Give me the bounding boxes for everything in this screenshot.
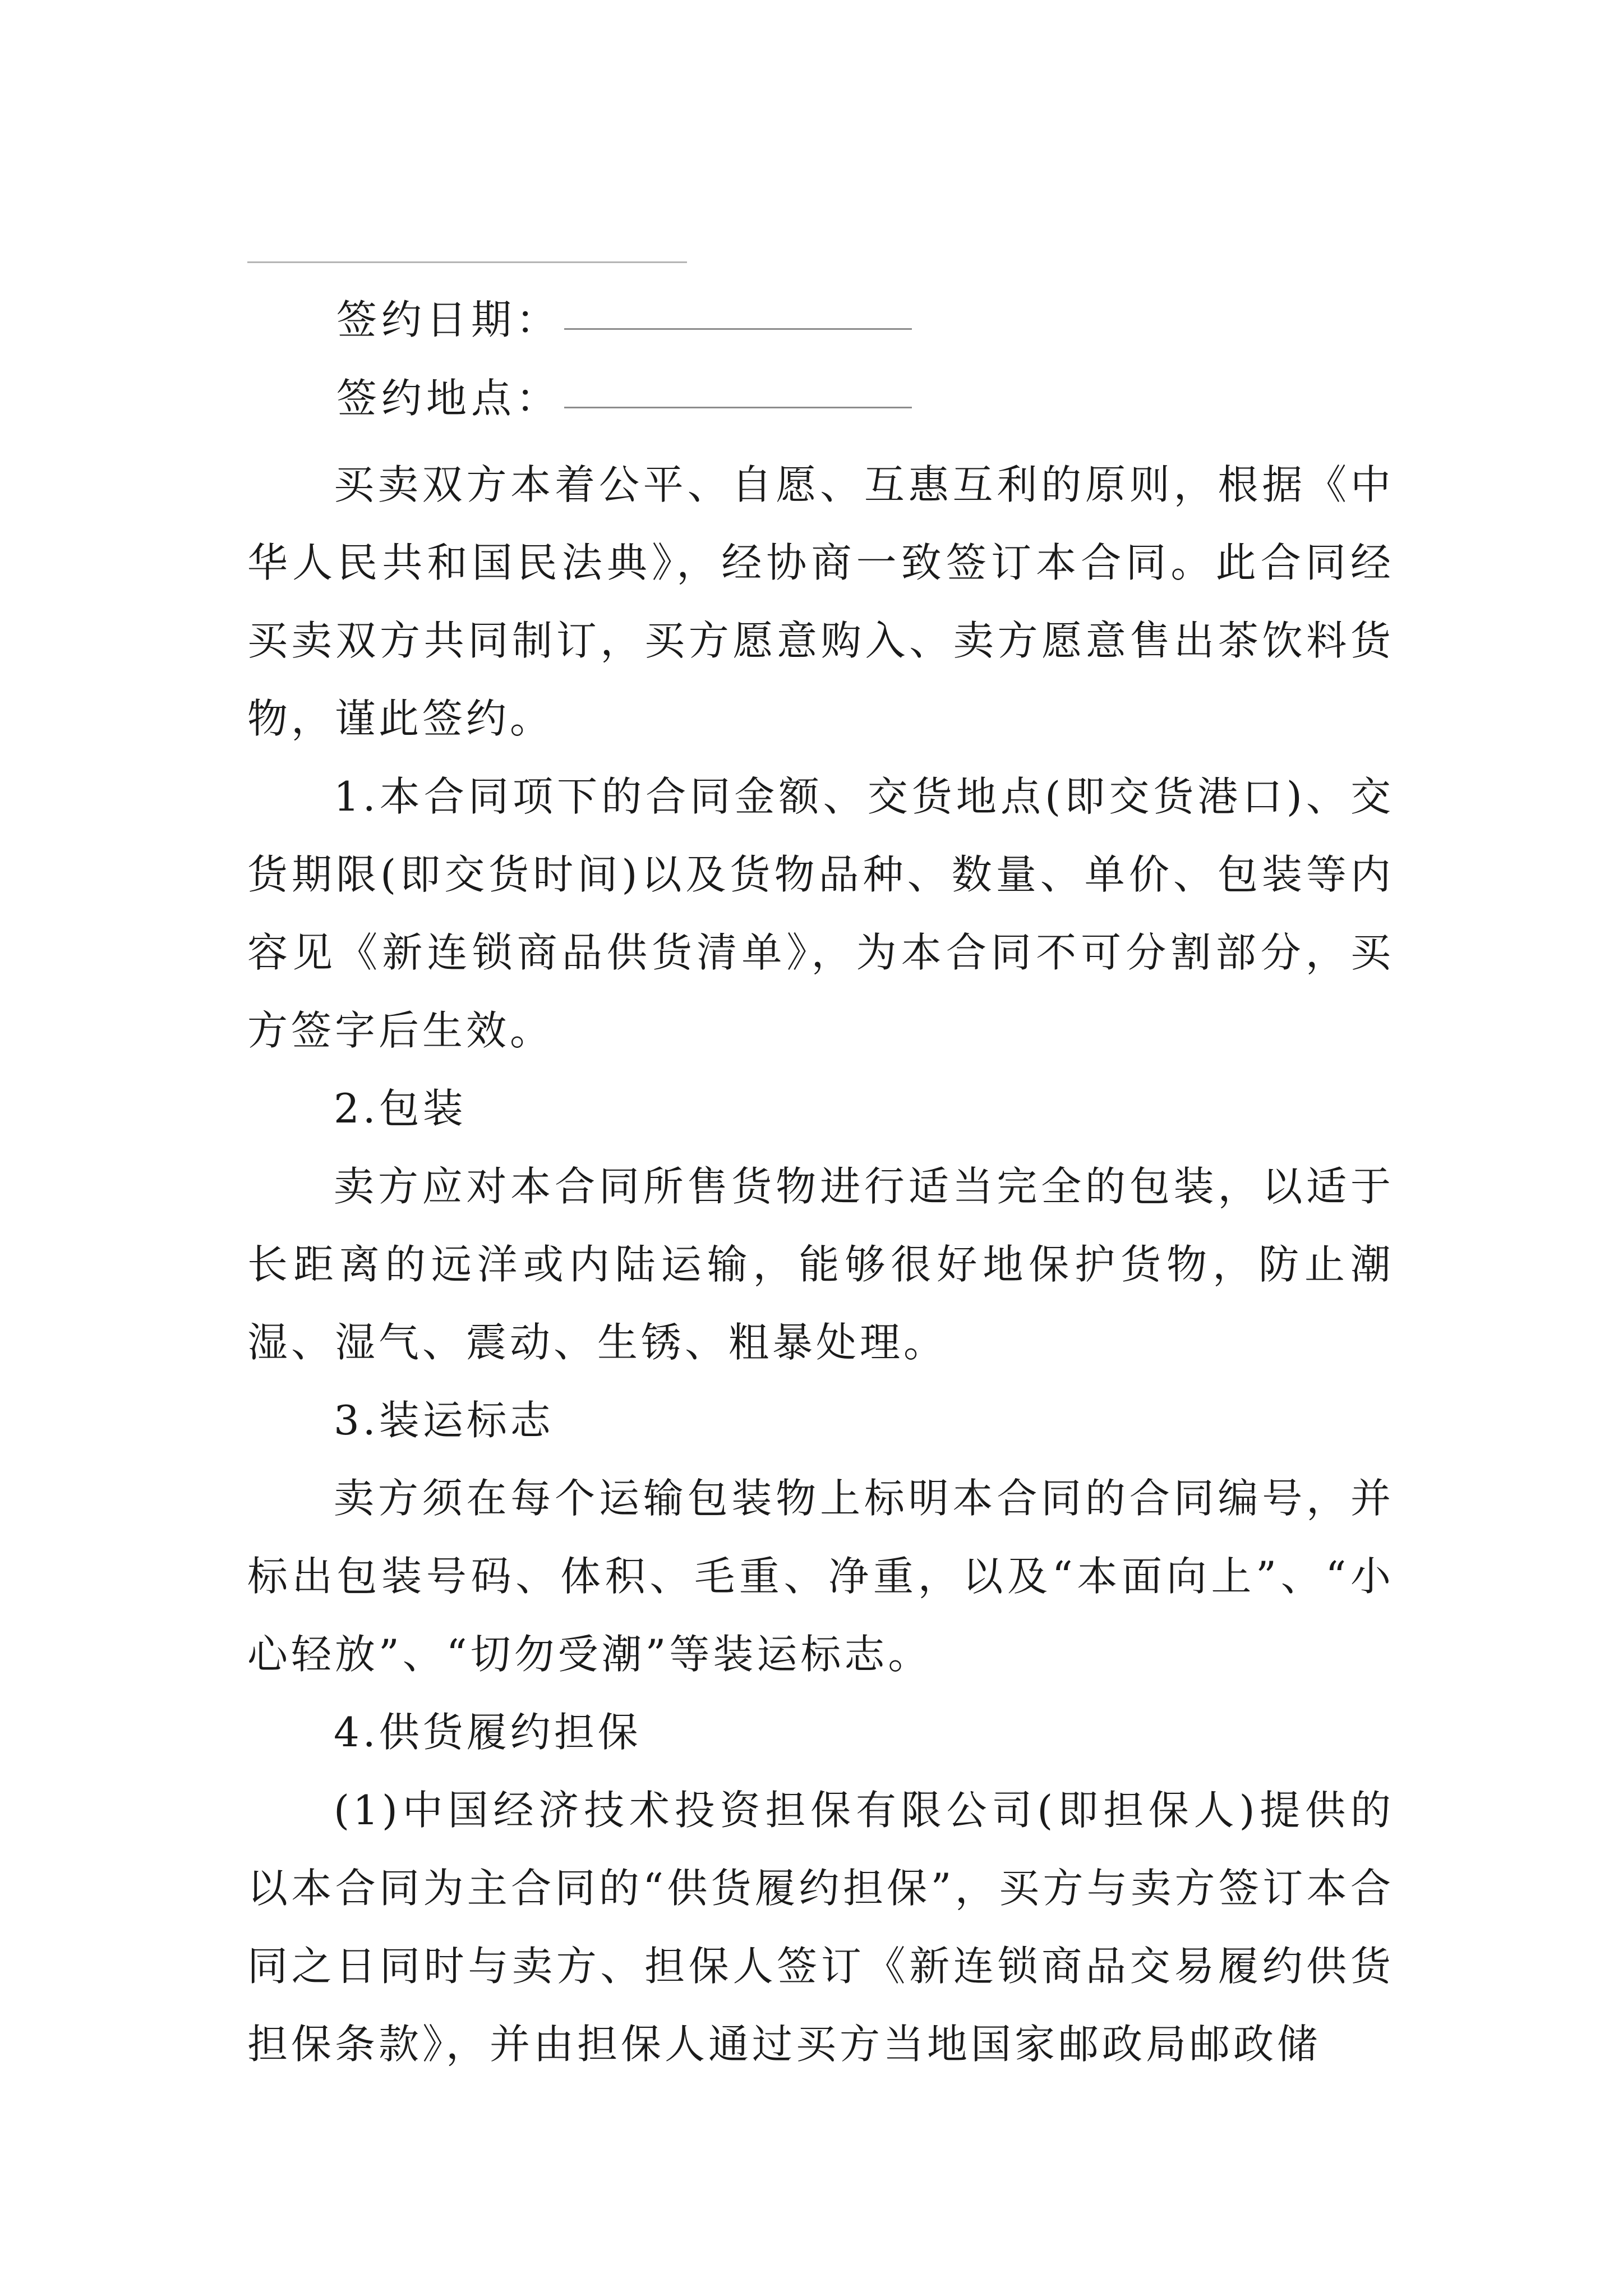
heading-performance-guarantee: 4.供货履约担保 (334, 1709, 642, 1756)
sign-place-field (336, 367, 912, 429)
paragraph-preamble: 买卖双方本着公平、自愿、互惠互利的原则，根据《中华人民共和国民法典》，经协商一致签订本合同。此合同经买卖双方共同制订，买方愿意购入、卖方愿意售出茶饮料货物，谨此签约。 (247, 461, 1394, 742)
sign-date-label: 签约日期： (336, 296, 561, 343)
contract-body (247, 446, 1394, 2083)
sign-place-blank (564, 367, 912, 408)
sign-place-label: 签约地点： (336, 375, 561, 422)
heading-packaging: 2.包装 (334, 1085, 467, 1132)
top-divider-line (247, 261, 687, 263)
paragraph-guarantee-1: (1)中国经济技术投资担保有限公司(即担保人)提供的以本合同为主合同的“供货履约担保”，买方与卖方签订本合同之日同时与卖方、担保人签订《新连锁商品交易履约供货担保条款》，并由担保人通过买方当地国家邮政局邮政储 (247, 1787, 1394, 2068)
sign-date-blank (564, 289, 912, 330)
sign-date-field (336, 289, 912, 351)
heading-shipping-marks: 3.装运标志 (334, 1397, 554, 1444)
paragraph-clause-1: 1.本合同项下的合同金额、交货地点(即交货港口)、交货期限(即交货时间)以及货物品种、数量、单价、包装等内容见《新连锁商品供货清单》，为本合同不可分割部分，买方签字后生效。 (247, 773, 1394, 1054)
paragraph-packaging: 卖方应对本合同所售货物进行适当完全的包装，以适于长距离的远洋或内陆运输，能够很好地保护货物，防止潮湿、湿气、震动、生锈、粗暴处理。 (247, 1163, 1394, 1366)
paragraph-shipping-marks: 卖方须在每个运输包装物上标明本合同的合同编号，并标出包装号码、体积、毛重、净重，以及“本面向上”、“小心轻放”、“切勿受潮”等装运标志。 (247, 1475, 1394, 1678)
